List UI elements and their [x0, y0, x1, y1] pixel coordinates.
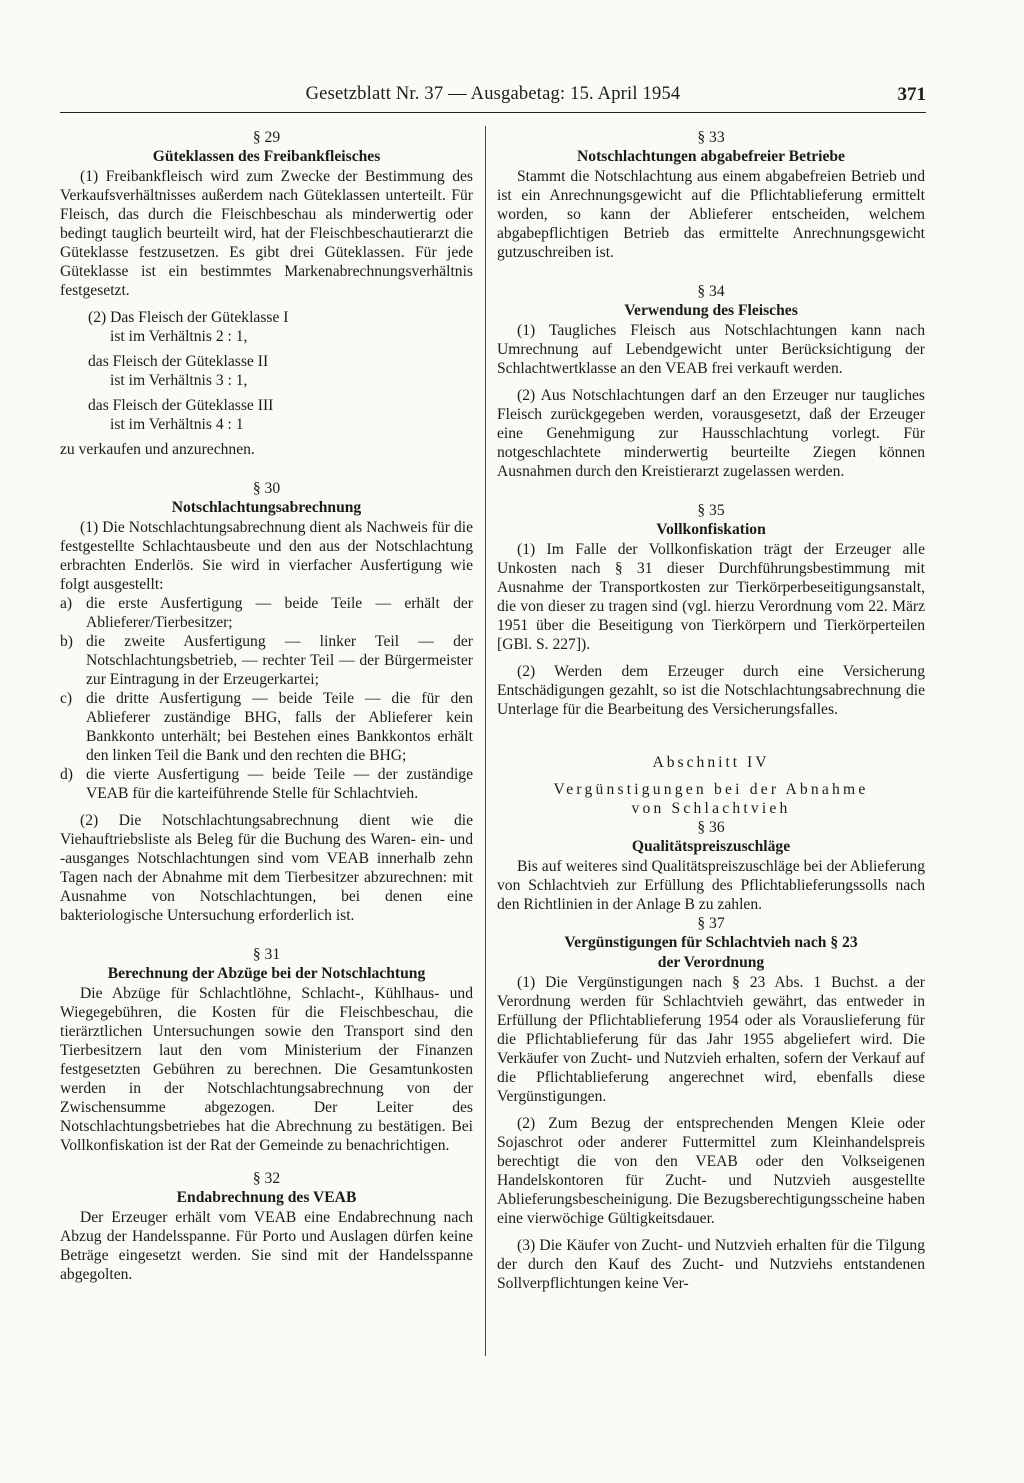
header-title: Gesetzblatt Nr. 37 — Ausgabetag: 15. April 1954: [305, 84, 681, 104]
chapter-title: Vergünstigungen bei der Abnahme: [553, 781, 869, 798]
section-title: Notschlachtungen abgabefreier Betriebe: [577, 148, 845, 165]
section-35: [497, 501, 925, 719]
paragraph: (2) Werden dem Erzeuger durch eine Versicherung Entschädigungen gezahlt, so ist die Notschlachtungsabrechnung die Unterlage für die Bearbeitung des Versicherungsfalles.: [497, 663, 925, 718]
list-item: [60, 594, 473, 632]
page-number: 371: [897, 84, 926, 105]
list-label: d): [60, 766, 73, 783]
section-title: Berechnung der Abzüge bei der Notschlachtung: [107, 965, 426, 982]
column-divider: [485, 126, 486, 1356]
section-33: [497, 128, 925, 262]
section-32: [60, 1169, 473, 1284]
section-number: § 31: [252, 946, 281, 963]
grade-list: [60, 308, 473, 434]
section-number: § 34: [697, 283, 725, 300]
list-item: [60, 765, 473, 803]
paragraph: (2) Aus Notschlachtungen darf an den Erzeuger nur taugliches Fleisch zurückgegeben werden, vorausgesetzt, daß der Erzeuger eine Genehmigung zur Hausschlachtung vorlegt. Für notgeschlachtete minderwertig beurteilte Ziegen können Ausnahmen durch den Kreistierarzt zugelassen werden.: [497, 387, 925, 480]
section-number: § 36: [697, 819, 725, 836]
section-title: Güteklassen des Freibankfleisches: [152, 148, 381, 165]
section-37: [497, 914, 925, 1293]
paragraph: Bis auf weiteres sind Qualitätspreiszuschläge bei der Ablieferung von Schlachtvieh zur Erfüllung des Pflichtablieferungssolls nach den Richtlinien in der Anlage B zu zahlen.: [497, 858, 925, 913]
list-item: [60, 632, 473, 689]
grade-line: (2) Das Fleisch der Güteklasse I: [88, 309, 289, 326]
section-number: § 35: [697, 502, 725, 519]
section-title: Endabrechnung des VEAB: [176, 1189, 357, 1206]
list-text: die vierte Ausfertigung — beide Teile — der zuständige VEAB für die karteiführende Stelle für Schlachtvieh.: [86, 766, 473, 802]
section-29: [60, 128, 473, 459]
section-number: § 37: [697, 915, 725, 932]
list-text: die erste Ausfertigung — beide Teile — erhält der Ablieferer/Tierbesitzer;: [86, 595, 473, 631]
chapter-number: Abschnitt IV: [652, 754, 770, 771]
paragraph: (2) Die Notschlachtungsabrechnung dient wie die Viehauftriebsliste als Beleg für die Buchung des Waren- ein- und -ausganges Notschlachtungen sind vom VEAB innerhalb zehn Tagen nach der Abnahme mit dem Tierbesitzer abzurechnen: mit Ausnahme von Notschlachtungen, bei denen eine bakteriologische Untersuchung erforderlich ist.: [60, 812, 473, 924]
list-text: die zweite Ausfertigung — linker Teil — der Notschlachtungsbetrieb, — rechter Teil — der Bürgermeister zur Eintragung in der Erzeugerkartei;: [86, 633, 473, 688]
list-text: die dritte Ausfertigung — beide Teile — die für den Ablieferer zuständige BHG, falls der Ablieferer kein Bankkonto unterhält; bei Bestehen eines Bankkontos erhält den linken Teil die Bank und den rechten die BHG;: [86, 690, 473, 764]
chapter-heading: [497, 753, 925, 818]
section-title: der Verordnung: [657, 954, 765, 971]
paragraph: (1) Im Falle der Vollkonfiskation trägt der Erzeuger alle Unkosten nach § 31 dieser Durchführungsbestimmung mit Ausnahme der Transportkosten zur Tierkörperbeseitigungsanstalt, die von dieser zu tragen sind (vgl. hierzu Verordnung vom 22. März 1951 über die Beseitigung von Tierkörpern und Tierkörperteilen [GBl. S. 227]).: [497, 541, 925, 653]
grade-ratio: ist im Verhältnis 3 : 1,: [110, 372, 248, 389]
list-label: a): [60, 595, 73, 612]
grade-line: das Fleisch der Güteklasse III: [88, 397, 274, 414]
paragraph: (3) Die Käufer von Zucht- und Nutzvieh erhalten für die Tilgung der durch den Kauf des Zucht- und Nutzviehs entstandenen Sollverpflichtungen keine Ver-: [497, 1237, 925, 1292]
grade-ratio: ist im Verhältnis 2 : 1,: [110, 328, 248, 345]
grade-line: das Fleisch der Güteklasse II: [88, 353, 269, 370]
paragraph: Der Erzeuger erhält vom VEAB eine Endabrechnung nach Abzug der Handelsspanne. Für Porto und Auslagen dürfen keine Beträge eingesetzt werden. Sie sind mit der Handelsspanne abgegolten.: [60, 1209, 473, 1283]
paragraph: Stammt die Notschlachtung aus einem abgabefreien Betrieb und ist ein Anrechnungsgewicht auf die Pflichtablieferung ermittelt worden, so kann der Ablieferer entscheiden, welchem abgabepflichtigen Betrieb das ermittelte Anrechnungsgewicht gutzuschreiben ist.: [497, 168, 925, 261]
section-title: Vergünstigungen für Schlachtvieh nach § 23: [564, 934, 858, 951]
list-label: c): [60, 690, 73, 707]
section-title: Vollkonfiskation: [656, 521, 766, 538]
section-title: Verwendung des Fleisches: [624, 302, 798, 319]
paragraph: zu verkaufen und anzurechnen.: [60, 441, 255, 458]
left-column: [60, 128, 473, 1284]
list-item: [60, 689, 473, 765]
section-number: § 32: [252, 1170, 281, 1187]
section-number: § 33: [697, 129, 725, 146]
section-title: Qualitätspreiszuschläge: [631, 838, 791, 855]
paragraph: (1) Taugliches Fleisch aus Notschlachtungen kann nach Umrechnung auf Lebendgewicht unter Berücksichtigung der Schlachtwertklasse an den VEAB frei verkauft werden.: [497, 322, 925, 377]
chapter-title: von Schlachtvieh: [631, 800, 791, 817]
section-30: [60, 479, 473, 925]
section-title: Notschlachtungsabrechnung: [171, 499, 362, 516]
section-number: § 29: [252, 129, 281, 146]
section-34: [497, 282, 925, 481]
grade-ratio: ist im Verhältnis 4 : 1: [110, 416, 244, 433]
paragraph: (1) Die Notschlachtungsabrechnung dient als Nachweis für die festgestellte Schlachtausbeute und den aus der Notschlachtung erbrachten Enderlös. Sie wird in vierfacher Ausfertigung wie folgt ausgestellt:: [60, 519, 473, 593]
section-36: [497, 818, 925, 914]
section-number: § 30: [252, 480, 281, 497]
list-label: b): [60, 633, 73, 650]
section-31: [60, 945, 473, 1155]
paragraph: (2) Zum Bezug der entsprechenden Mengen Kleie oder Sojaschrot oder anderer Futtermittel zum Kleinhandelspreis berechtigt die von den VEAB oder den Volkseigenen Handelskontoren für Zucht- und Nutzvieh ausgestellte Ablieferungsbescheinigung. Die Bezugsberechtigungsscheine haben eine vierwöchige Gültigkeitsdauer.: [497, 1115, 925, 1227]
paragraph: Die Abzüge für Schlachtlöhne, Schlacht-, Kühlhaus- und Wiegegebühren, die Kosten für die Fleischbeschau, die tierärztlichen Untersuchungen sowie den Transport sind den Tierbesitzern laut den vom Ministerium der Finanzen festgesetzten Gebühren zu berechnen. Die Gesamtunkosten werden in der Notschlachtungsabrechnung von der Zwischensumme abgezogen. Der Leiter des Notschlachtungsbetriebes hat die Abrechnung zu bestätigen. Bei Vollkonfiskation ist der Rat der Gemeinde zu benachrichtigen.: [60, 985, 473, 1154]
page-header: [60, 82, 926, 113]
paragraph: (1) Freibankfleisch wird zum Zwecke der Bestimmung des Verkaufsverhältnisses außerdem nach Güteklassen unterteilt. Für Fleisch, das durch die Fleischbeschau als minderwertig oder bedingt tauglich beurteilt wird, hat der Fleischbeschautierarzt die Güteklasse festzusetzen. Es gibt drei Güteklassen. Für jede Güteklasse ist ein bestimmtes Markenabrechnungsverhältnis festgesetzt.: [60, 168, 473, 299]
paragraph: (1) Die Vergünstigungen nach § 23 Abs. 1 Buchst. a der Verordnung werden für Schlachtvieh gewährt, das entweder in Erfüllung der Pflichtablieferung 1954 oder als Vorauslieferung für die Pflichtablieferung für das Jahr 1955 abgeliefert wird. Die Verkäufer von Zucht- und Nutzvieh erhalten, sofern der Verkauf auf die Pflichtablieferung angerechnet wird, ebenfalls diese Vergünstigungen.: [497, 974, 925, 1105]
right-column: [497, 128, 925, 1293]
